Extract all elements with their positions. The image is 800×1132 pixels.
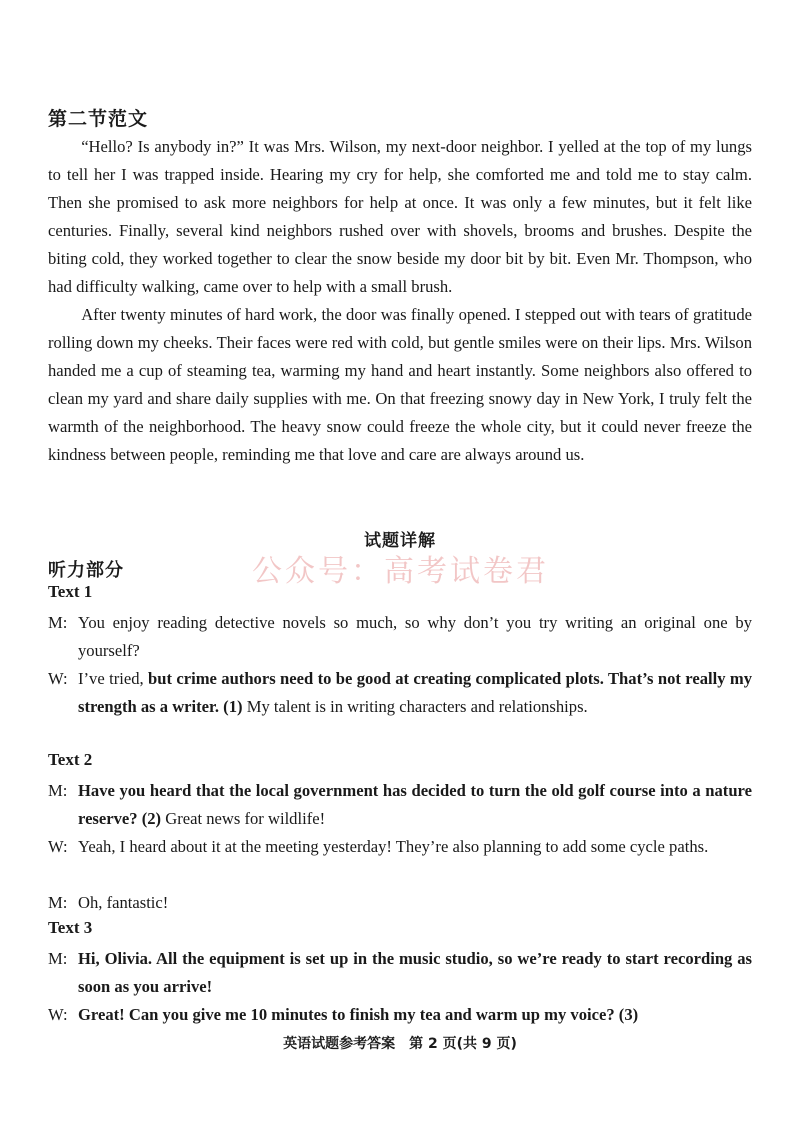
key-answer-text: Hi, Olivia. All the equipment is set up in the music studio, so we’re ready to start recording as soon as you arrive! (78, 949, 752, 996)
key-answer-text: but crime authors need to be good at creating complicated plots. That’s not really my strength as a writer. (78, 669, 752, 716)
dialogue-line (48, 889, 752, 917)
model-essay (48, 133, 752, 469)
page-footer: 英语试题参考答案 第 2 页(共 9 页) (283, 1036, 517, 1052)
question-number: (3) (614, 1005, 639, 1024)
speaker-label: M: (48, 949, 68, 968)
plain-text: My talent is in writing characters and relationships. (246, 697, 588, 716)
text-1-label: Text 1 (48, 582, 93, 601)
speaker-label: W: (48, 1005, 68, 1024)
text-2-label: Text 2 (48, 750, 93, 769)
question-number: (1) (219, 697, 247, 716)
essay-paragraph-2: After twenty minutes of hard work, the door was finally opened. I stepped out with tears of gratitude rolling down my cheeks. Their faces were red with cold, but gentle smiles were on their lips. Mrs. Wilson handed me a cup of steaming tea, warming my hand and heart instantly. Some neighbors also offered to clean my yard and share daily supplies with me. On that freezing snowy day in New York, I truly felt the warmth of the neighborhood. The heavy snow could freeze the whole city, but it could never freeze the kindness between people, reminding me that love and care are always around us. (48, 305, 752, 464)
dialogue-text (78, 665, 752, 721)
listening-heading: 听力部分 (48, 560, 124, 581)
speaker-label: W: (48, 837, 68, 856)
dialogue-text: Yeah, I heard about it at the meeting yesterday! They’re also planning to add some cycle paths. (78, 837, 709, 856)
explanation-heading: 试题详解 (364, 531, 436, 551)
key-answer-text: Great! Can you give me 10 minutes to finish my tea and warm up my voice? (78, 1005, 615, 1024)
text-3-label: Text 3 (48, 918, 93, 937)
plain-text: Great news for wildlife! (165, 809, 326, 828)
speaker-label: M: (48, 893, 68, 912)
speaker-label: W: (48, 669, 68, 688)
dialogue-line (48, 609, 752, 665)
plain-text: I’ve tried, (78, 669, 149, 688)
watermark-text: 公众号：高考试卷君 (252, 554, 549, 589)
question-number: (2) (137, 809, 166, 828)
key-answer-text: Have you heard that the local government has decided to turn the old golf course into a nature reserve? (78, 781, 752, 828)
dialogue-line (48, 665, 752, 721)
dialogue-text (78, 1001, 752, 1029)
speaker-label: M: (48, 781, 68, 800)
section-title: 第二节范文 (48, 108, 149, 130)
dialogue-text (78, 777, 752, 833)
dialogue-line (48, 1001, 752, 1029)
speaker-label: M: (48, 613, 68, 632)
essay-paragraph-1: “Hello? Is anybody in?” It was Mrs. Wilson, my next-door neighbor. I yelled at the top of my lungs to tell her I was trapped inside. Hearing my cry for help, she comforted me and told me to stay calm. Then she promised to ask more neighbors for help at once. It was only a few minutes, but it felt like centuries. Finally, several kind neighbors rushed over with shovels, brooms and brushes. Despite the biting cold, they worked together to clear the snow beside my door bit by bit. Even Mr. Thompson, who had difficulty walking, came over to help with a small brush. (48, 137, 752, 296)
dialogue-line (48, 945, 752, 1001)
dialogue-line (48, 777, 752, 833)
dialogue-line (48, 833, 752, 861)
dialogue-text: You enjoy reading detective novels so much, so why don’t you try writing an original one by yourself? (78, 613, 752, 660)
dialogue-text: Oh, fantastic! (78, 893, 169, 912)
